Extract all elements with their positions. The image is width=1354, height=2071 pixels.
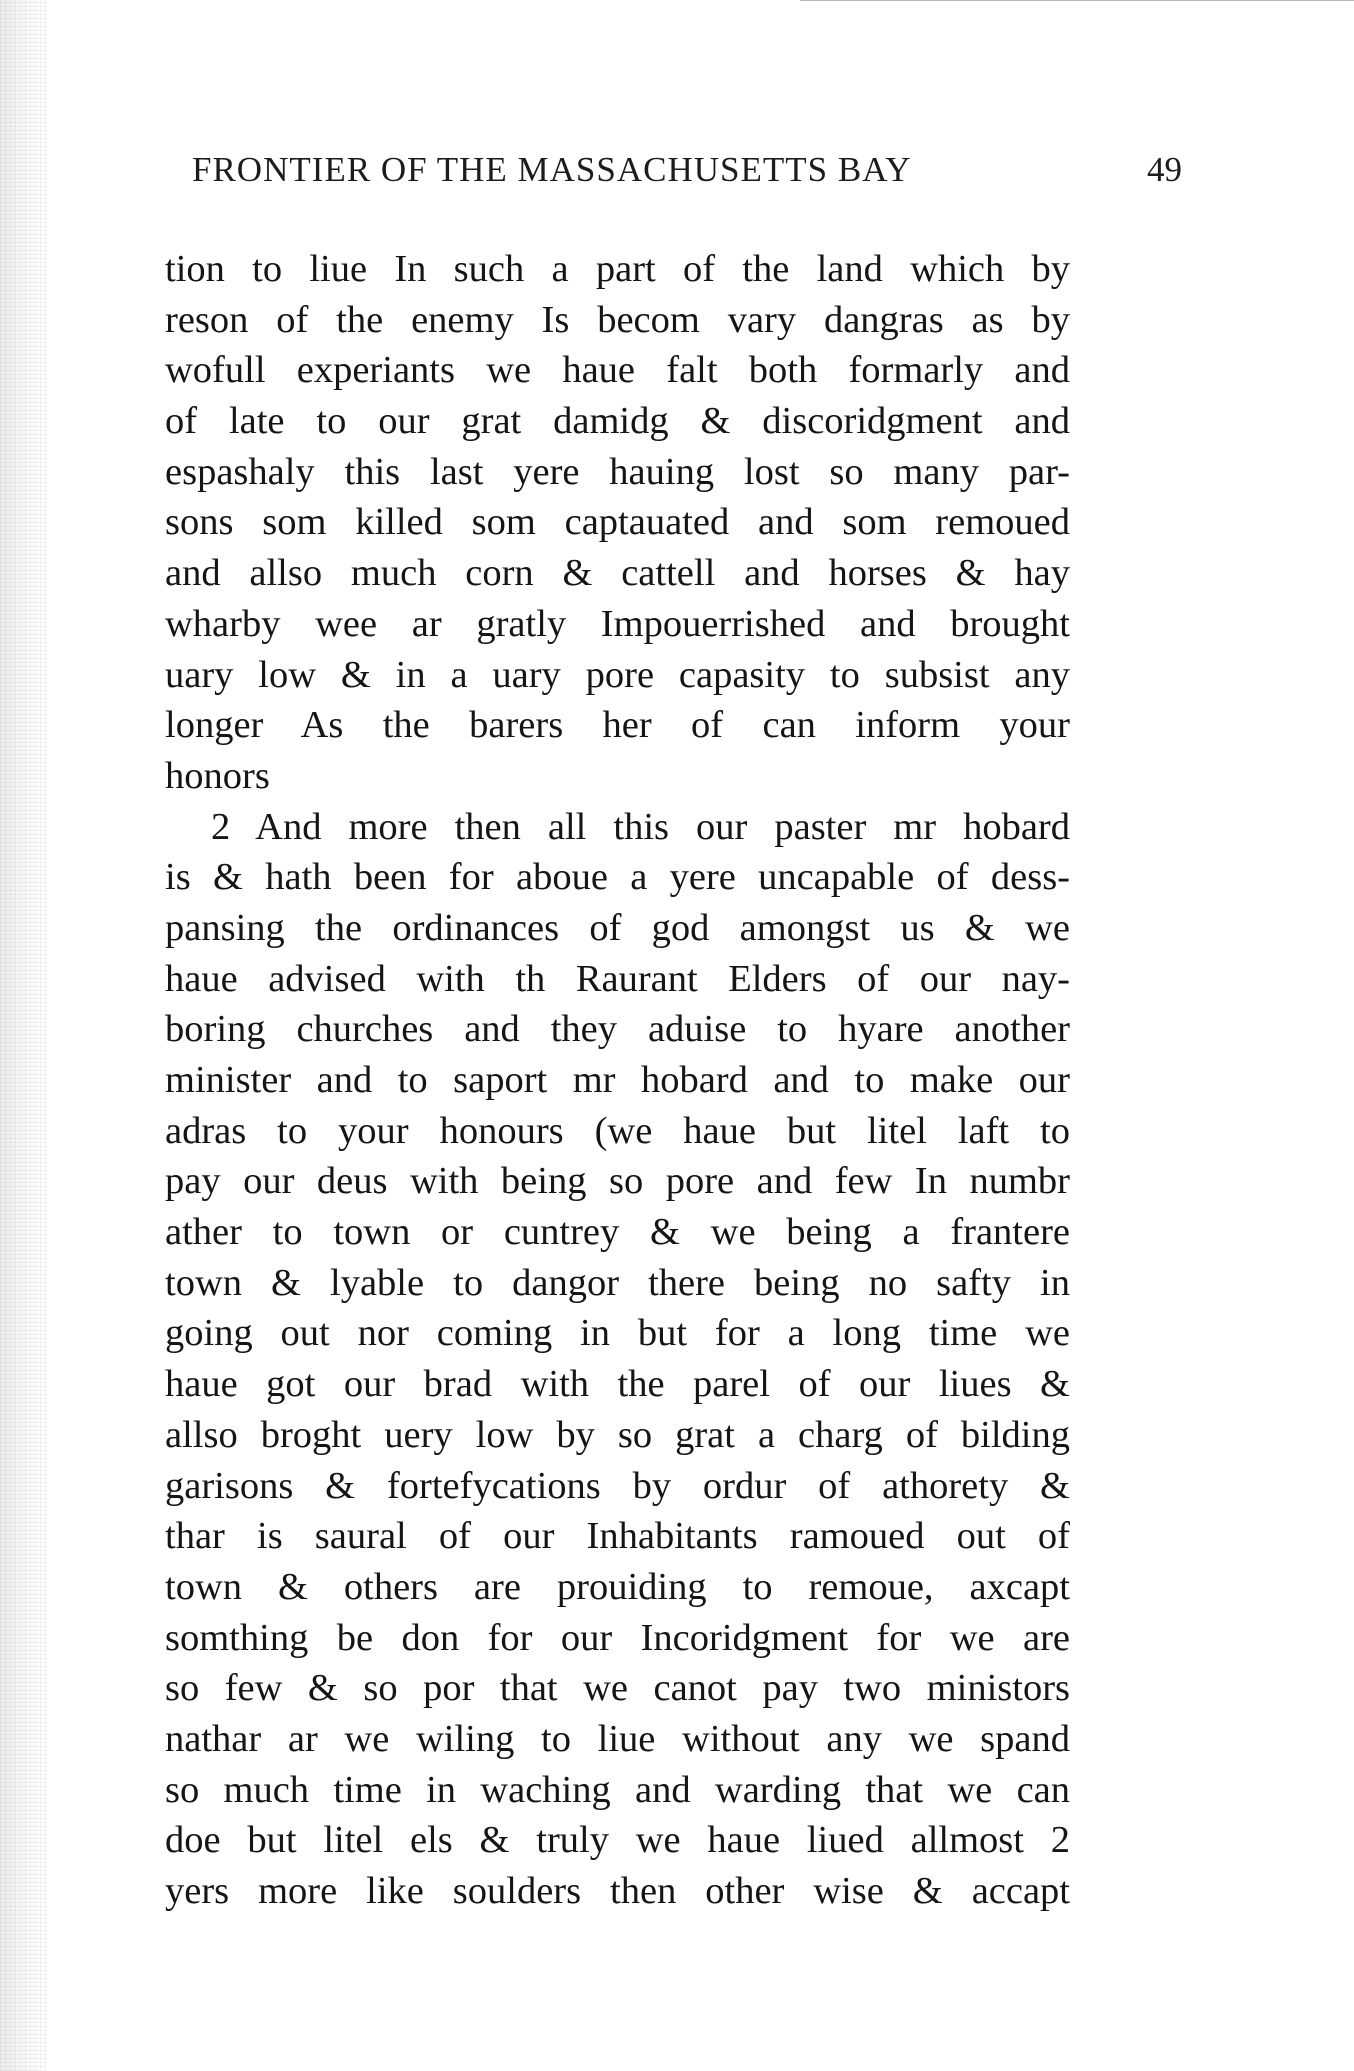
text-line: ather to town or cuntrey & we being a frantere [165, 1211, 1070, 1254]
text-line: allso broght uery low by so grat a charg of bilding [165, 1413, 1070, 1456]
text-line: minister and to saport mr hobard and to make our [165, 1059, 1070, 1101]
text-line: somthing be don for our Incoridgment for we are [165, 1616, 1070, 1659]
text-line: espashaly this last yere hauing lost so many par- [165, 450, 1070, 493]
running-title: FRONTIER OF THE MASSACHUSETTS BAY [192, 150, 912, 189]
text-line: doe but litel els & truly we haue liued allmost 2 [165, 1819, 1070, 1862]
text-line: going out nor coming in but for a long time we [165, 1312, 1070, 1355]
text-line: uary low & in a uary pore capasity to subsist any [165, 653, 1070, 696]
text-line: pay our deus with being so pore and few In numbr [165, 1160, 1070, 1203]
text-line: town & lyable to dangor there being no safty in [165, 1261, 1070, 1304]
text-line: honors [165, 754, 270, 797]
page-number: 49 [1147, 150, 1182, 189]
text-line: thar is saural of our Inhabitants ramoued out of [165, 1515, 1070, 1558]
text-line: is & hath been for aboue a yere uncapable of dess- [165, 856, 1070, 899]
text-line: 2 And more then all this our paster mr hobard [211, 805, 1070, 848]
text-line: town & others are prouiding to remoue, axcapt [165, 1565, 1070, 1608]
text-line: reson of the enemy Is becom vary dangras as by [165, 298, 1070, 341]
text-line: tion to liue In such a part of the land which by [165, 248, 1070, 290]
scan-top-rule [800, 0, 1354, 1]
text-line: sons som killed som captauated and som remoued [165, 501, 1070, 544]
text-line: longer As the barers her of can inform your [165, 704, 1070, 747]
text-line: wofull experiants we haue falt both formarly and [165, 349, 1070, 392]
text-line: haue advised with th Raurant Elders of our nay- [165, 957, 1070, 1000]
text-line: boring churches and they aduise to hyare another [165, 1008, 1070, 1051]
text-line: pansing the ordinances of god amongst us & we [165, 906, 1070, 949]
text-line: yers more like soulders then other wise & accapt [165, 1870, 1070, 1912]
text-line: nathar ar we wiling to liue without any we spand [165, 1717, 1070, 1760]
text-line: wharby wee ar gratly Impouerrished and brought [165, 602, 1070, 645]
text-line: of late to our grat damidg & discoridgment and [165, 400, 1070, 443]
text-line: and allso much corn & cattell and horses & hay [165, 552, 1070, 595]
text-line: so much time in waching and warding that we can [165, 1768, 1070, 1811]
scan-edge-shading [0, 0, 46, 2071]
text-line: so few & so por that we canot pay two ministors [165, 1667, 1070, 1710]
text-line: haue got our brad with the parel of our liues & [165, 1363, 1070, 1406]
page-header [192, 150, 1182, 210]
body-text [165, 244, 1070, 1917]
text-line: adras to your honours (we haue but litel laft to [165, 1109, 1070, 1152]
text-line: garisons & fortefycations by ordur of athorety & [165, 1464, 1070, 1507]
